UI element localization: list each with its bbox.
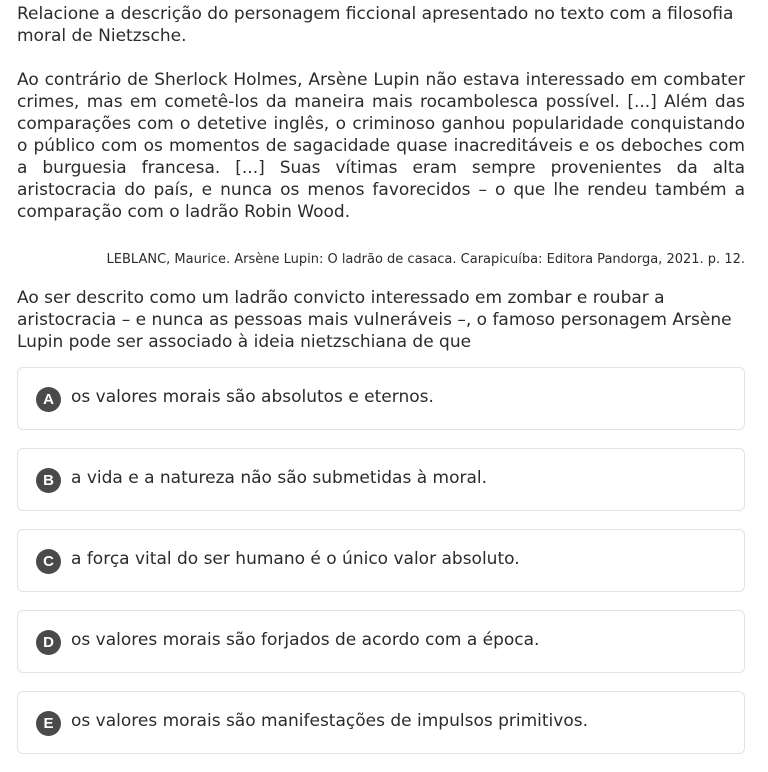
question-stem: Ao ser descrito como um ladrão convicto interessado em zombar e roubar a aristocracia – e nunca as pessoas mais vulneráveis –, o famoso personagem Arsène Lupin pode ser associado à ideia nietzschiana de que xyxy=(17,288,732,352)
passage-text: Ao contrário de Sherlock Holmes, Arsène Lupin não estava interessado em combater crimes, mas em cometê-los da maneira mais rocambolesca possível. [...] Além das comparações com o detetive inglês, o criminoso ganhou popularidade conquistando o público com os momentos de sagacidade quase inacreditáveis e os deboches com a burguesia francesa. [...] Suas vítimas eram sempre provenientes da alta aristocracia do país, e nunca os menos favorecidos – o que lhe rendeu também a comparação com o ladrão Robin Wood. xyxy=(17,70,745,222)
option-text: a vida e a natureza não são submetidas à moral. xyxy=(71,468,488,488)
option-text: os valores morais são manifestações de impulsos primitivos. xyxy=(71,711,588,731)
option-letter-badge: B xyxy=(36,468,61,493)
option-c[interactable] xyxy=(17,529,745,592)
question-prompt: Relacione a descrição do personagem ficcional apresentado no texto com a filosofia moral de Nietzsche. xyxy=(17,4,734,46)
option-a[interactable] xyxy=(17,367,745,430)
option-letter-badge: A xyxy=(36,387,61,412)
option-text: os valores morais são absolutos e eternos. xyxy=(71,387,434,407)
option-e[interactable] xyxy=(17,691,745,754)
option-d[interactable] xyxy=(17,610,745,673)
source-citation: LEBLANC, Maurice. Arsène Lupin: O ladrão de casaca. Carapicuíba: Editora Pandorga, 2021. p. 12. xyxy=(106,252,745,267)
option-letter-badge: E xyxy=(36,711,61,736)
answer-options xyxy=(17,367,745,754)
question-container xyxy=(17,3,745,772)
option-b[interactable] xyxy=(17,448,745,511)
option-text: os valores morais são forjados de acordo com a época. xyxy=(71,630,540,650)
option-letter-badge: C xyxy=(36,549,61,574)
option-letter-badge: D xyxy=(36,630,61,655)
option-text: a força vital do ser humano é o único valor absoluto. xyxy=(71,549,520,569)
